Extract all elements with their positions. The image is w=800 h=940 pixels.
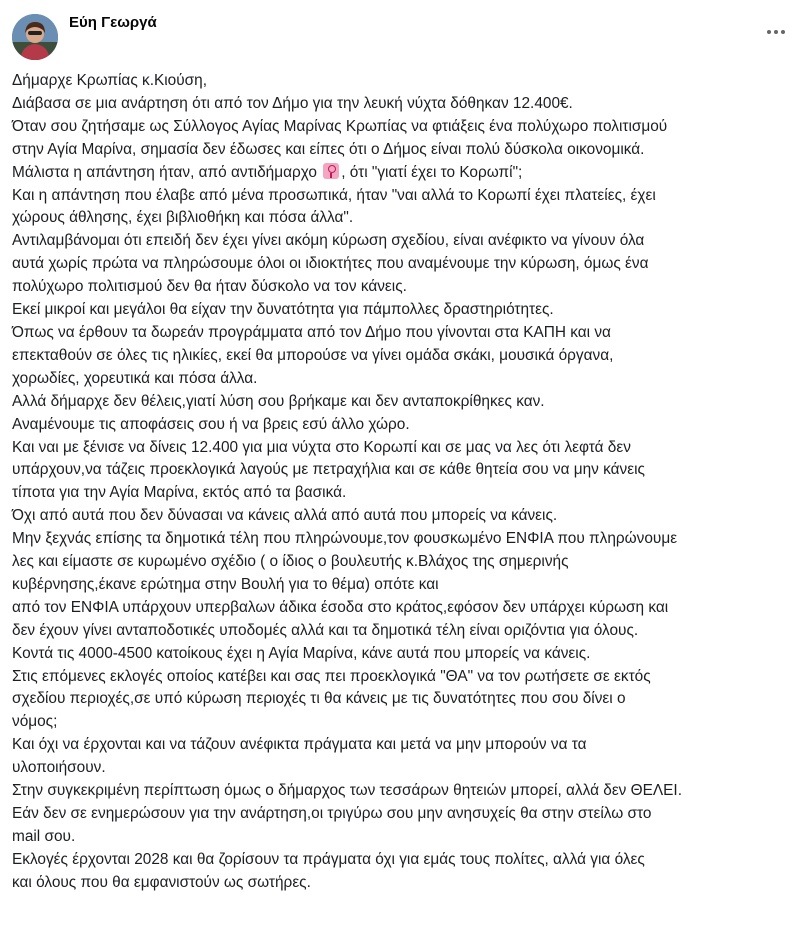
post-text-line: [12, 711, 800, 734]
post-text-line: [12, 505, 800, 528]
post-text: λες και είμαστε σε κυρωμένο σχέδιο ( ο ίδιος ο βουλευτής κ.Βλάχος της σημερινής: [12, 553, 569, 571]
post-text-line: [12, 70, 800, 93]
post-text-line: [12, 345, 800, 368]
post-text-line: [12, 116, 800, 139]
post-text-line: [12, 528, 800, 551]
post-text-line: [12, 482, 800, 505]
post-text-line: [12, 368, 800, 391]
post-text-line: [12, 620, 800, 643]
post-text-line: [12, 276, 800, 299]
post-text: χορωδίες, χορευτικά και πόσα άλλα.: [12, 369, 258, 387]
post-text: δεν έχουν γίνει ανταποδοτικές υποδομές αλλά και τα δημοτικά τέλη είναι οριζόντια για όλους.: [12, 621, 639, 639]
post-text: υπάρχουν,να τάζεις προεκλογικά λαγούς με πετραχήλια και σε κάθε θητεία σου να μην κάνεις: [12, 461, 645, 479]
post-text: από τον ΕΝΦΙΑ υπάρχουν υπερβαλων άδικα έσοδα στο κράτος,εφόσον δεν υπάρχει κύρωση και: [12, 598, 669, 616]
post-text: τίποτα για την Αγία Μαρίνα, εκτός από τα βασικά.: [12, 484, 347, 502]
post-text-line: [12, 207, 800, 230]
author-name[interactable]: Εύη Γεωργά: [69, 14, 157, 31]
post-text: Όταν σου ζητήσαμε ως Σύλλογος Αγίας Μαρίνας Κρωπίας να φτιάξεις ένα πολύχωρο πολιτισμού: [12, 117, 668, 135]
post-text: Αντιλαμβάνομαι ότι επειδή δεν έχει γίνει ακόμη κύρωση σχεδίου, είναι ανέφικτο να γίνουν όλα: [12, 232, 645, 250]
post-text: σχεδίου περιοχές,σε υπό κύρωση περιοχές τι θα κάνεις με τις δυνατότητες που σου δίνει ο: [12, 690, 626, 708]
post-text-line: [12, 253, 800, 276]
post-text-line: [12, 734, 800, 757]
post-text: Και η απάντηση που έλαβε από μένα προσωπικά, ήταν "ναι αλλά το Κορωπί έχει πλατείες, έχει: [12, 186, 656, 204]
post-text: χώρους άθλησης, έχει βιβλιοθήκη και πόσα άλλα".: [12, 209, 354, 227]
post-text: Όπως να έρθουν τα δωρεάν προγράμματα από τον Δήμο που γίνονται στα ΚΑΠΗ και να: [12, 323, 611, 341]
post-text-line: [12, 162, 800, 185]
post-text-line: [12, 872, 800, 895]
post-text-line: [12, 826, 800, 849]
avatar[interactable]: [12, 14, 58, 60]
post-text: Εάν δεν σε ενημερώσουν για την ανάρτηση,οι τριγύρω σου μην ανησυχείς θα στην στείλω στο: [12, 805, 652, 822]
post-text: mail σου.: [12, 827, 76, 845]
post-text-line: [12, 391, 800, 414]
post-text: στην Αγία Μαρίνα, σημασία δεν έδωσες και είπες ότι ο Δήμος είναι πολύ δύσκολα οικονομικά.: [12, 140, 645, 158]
post-text-line: [12, 551, 800, 574]
post-text: Διάβασα σε μια ανάρτηση ότι από τον Δήμο για την λευκή νύχτα δόθηκαν 12.400€.: [12, 94, 573, 112]
post-text-line: [12, 230, 800, 253]
post-text-line: [12, 139, 800, 162]
post-header: [0, 0, 800, 70]
post-text: Και όχι να έρχονται και να τάζουν ανέφικτα πράγματα και μετά να μην μπορούν να τα: [12, 736, 587, 754]
post-text: κυβέρνησης,έκανε ερώτημα στην Βουλή για το θέμα) οπότε και: [12, 575, 439, 593]
post-text: Στις επόμενες εκλογές οποίος κατέβει και σας πει προεκλογικά "ΘΑ" να τον ρωτήσετε σε εκτός: [12, 667, 651, 685]
post-text: Εκλογές έρχονται 2028 και θα ζορίσουν τα πράγματα όχι για εμάς τους πολίτες, αλλά για όλες: [12, 850, 645, 868]
post-text: νόμος;: [12, 713, 58, 731]
post-text: Εκεί μικροί και μεγάλοι θα είχαν την δυνατότητα για πάμπολλες δραστηριότητες.: [12, 301, 554, 319]
post-text-line: [12, 666, 800, 689]
post-text: Κοντά τις 4000-4500 κατοίκους έχει η Αγία Μαρίνα, κάνε αυτά που μπορείς να κάνεις.: [12, 644, 591, 662]
post-text-line: [12, 780, 800, 803]
post-text: πολύχωρο πολιτισμού δεν θα ήταν δύσκολο να τον κάνεις.: [12, 278, 407, 296]
post-text-line: [12, 688, 800, 711]
post-text: Μην ξεχνάς επίσης τα δημοτικά τέλη που πληρώνουμε,τον φουσκωμένο ΕΝΦΙΑ που πληρώνουμε: [12, 530, 678, 548]
post-text: Όχι από αυτά που δεν δύνασαι να κάνεις αλλά από αυτά που μπορείς να κάνεις.: [12, 507, 558, 525]
post-text: Αναμένουμε τις αποφάσεις σου ή να βρεις εσύ άλλο χώρο.: [12, 415, 410, 433]
post-text: και όλους που θα εμφανιστούν ως σωτήρες.: [12, 873, 311, 891]
more-options-icon[interactable]: [762, 22, 790, 42]
post-text-line: [12, 757, 800, 780]
post-text-line: [12, 803, 800, 826]
post-text-line: [12, 597, 800, 620]
post-body: [12, 70, 800, 895]
post-text-line: [12, 414, 800, 437]
post-text: επεκταθούν σε όλες τις ηλικίες, εκεί θα μπορούσε να γίνει ομάδα σκάκι, μουσικά όργανα,: [12, 346, 614, 364]
female-sign-emoji-icon: [323, 163, 339, 179]
post-text: Μάλιστα η απάντηση ήταν, από αντιδήμαρχο: [12, 163, 317, 181]
post-text-line: [12, 643, 800, 666]
post-text: αυτά χωρίς πρώτα να πληρώσουμε όλοι οι ιδιοκτήτες που αναμένουμε την κύρωση, όμως ένα: [12, 255, 649, 273]
post-text-line: [12, 459, 800, 482]
post-text-line: [12, 299, 800, 322]
post-text-line: [12, 849, 800, 872]
post-text-line: [12, 93, 800, 116]
post-text: Και ναι με ξένισε να δίνεις 12.400 για μια νύχτα στο Κορωπί και σε μας να λες ότι λεφτά δεν: [12, 438, 631, 456]
post-text-line: [12, 437, 800, 460]
post-text: υλοποιήσουν.: [12, 759, 106, 777]
post-text-line: [12, 185, 800, 208]
post-text: , ότι "γιατί έχει το Κορωπί";: [341, 163, 523, 181]
post-text: Αλλά δήμαρχε δεν θέλεις,γιατί λύση σου βρήκαμε και δεν ανταποκρίθηκες καν.: [12, 392, 545, 410]
post-text: Στην συγκεκριμένη περίπτωση όμως ο δήμαρχος των τεσσάρων θητειών μπορεί, αλλά δεν ΘΕΛΕΙ.: [12, 782, 682, 800]
post-text-line: [12, 574, 800, 597]
post-text: Δήμαρχε Κρωπίας κ.Κιούση,: [12, 72, 207, 89]
post-text-line: [12, 322, 800, 345]
